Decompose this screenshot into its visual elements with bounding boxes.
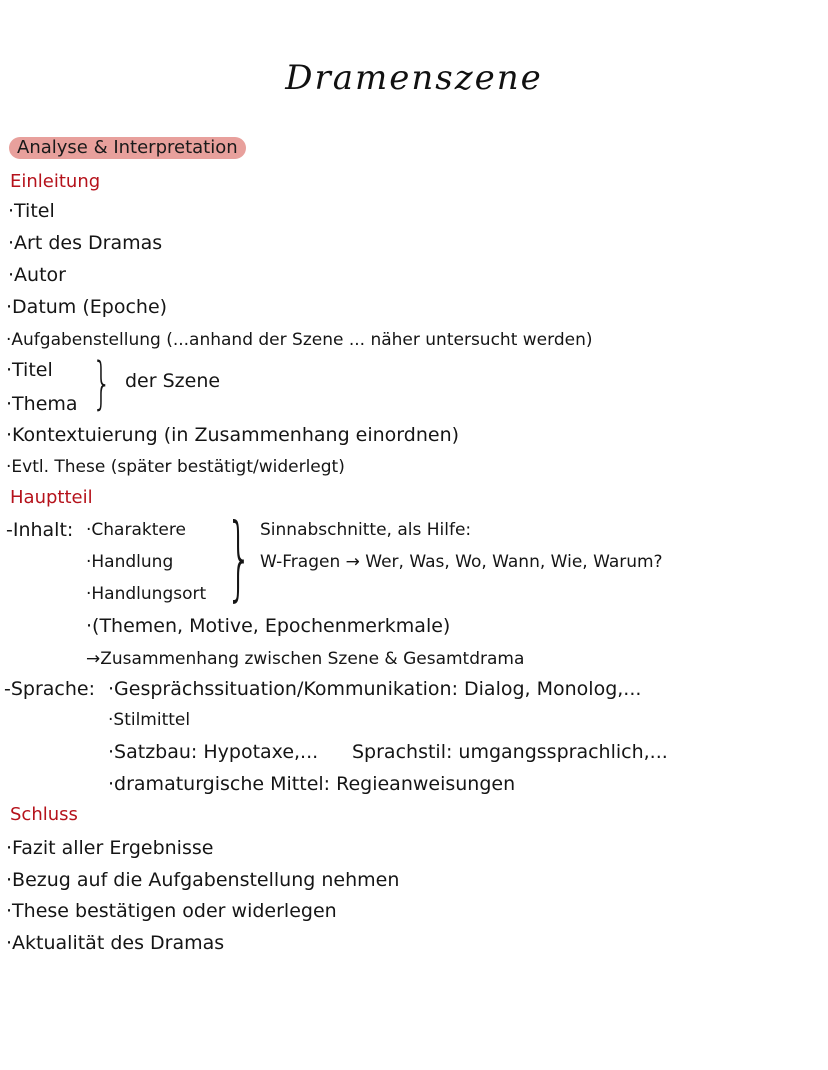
inhalt-label: -Inhalt:	[6, 519, 74, 541]
section-heading-hauptteil: Hauptteil	[10, 487, 93, 508]
list-item: ·Art des Dramas	[8, 232, 163, 254]
list-item: →Zusammenhang zwischen Szene & Gesamtdrama	[86, 649, 525, 669]
list-item: ·Gesprächssituation/Kommunikation: Dialog, Monolog,...	[108, 678, 642, 700]
annotation-note: Sinnabschnitte, als Hilfe:	[260, 520, 472, 540]
list-item: ·Titel	[8, 200, 55, 222]
topic-badge: Analyse & Interpretation	[9, 137, 246, 159]
list-item: ·Bezug auf die Aufgabenstellung nehmen	[6, 869, 400, 891]
list-item: ·Aktualität des Dramas	[6, 932, 225, 954]
list-item: ·Thema	[6, 393, 78, 415]
section-heading-schluss: Schluss	[10, 804, 78, 825]
list-item: ·Handlung	[86, 552, 174, 572]
list-item: ·Evtl. These (später bestätigt/widerlegt)	[6, 457, 345, 477]
list-item: ·Aufgabenstellung (...anhand der Szene ... näher untersucht werden)	[6, 330, 593, 350]
list-item: ·Datum (Epoche)	[6, 296, 168, 318]
list-item: ·Stilmittel	[108, 710, 191, 730]
sprache-label: -Sprache:	[4, 678, 96, 700]
list-item: ·dramaturgische Mittel: Regieanweisungen	[108, 773, 516, 795]
list-item: ·Charaktere	[86, 520, 186, 540]
list-item: ·Satzbau: Hypotaxe,...	[108, 741, 319, 763]
brace-annotation: der Szene	[125, 370, 221, 392]
curly-brace-icon: }	[92, 351, 112, 416]
list-item: ·Titel	[6, 359, 53, 381]
list-item: ·These bestätigen oder widerlegen	[6, 900, 337, 922]
curly-brace-icon: }	[226, 504, 253, 611]
list-item: ·Autor	[8, 264, 66, 286]
section-heading-einleitung: Einleitung	[10, 171, 101, 192]
list-item: ·(Themen, Motive, Epochenmerkmale)	[86, 615, 451, 637]
page-title: Dramenszene	[285, 58, 543, 98]
list-item: ·Kontextuierung (in Zusammenhang einordnen)	[6, 424, 460, 446]
list-item: ·Fazit aller Ergebnisse	[6, 837, 214, 859]
list-item: Sprachstil: umgangssprachlich,...	[352, 741, 668, 763]
list-item: ·Handlungsort	[86, 584, 207, 604]
annotation-note: W-Fragen → Wer, Was, Wo, Wann, Wie, Warum?	[260, 552, 663, 572]
